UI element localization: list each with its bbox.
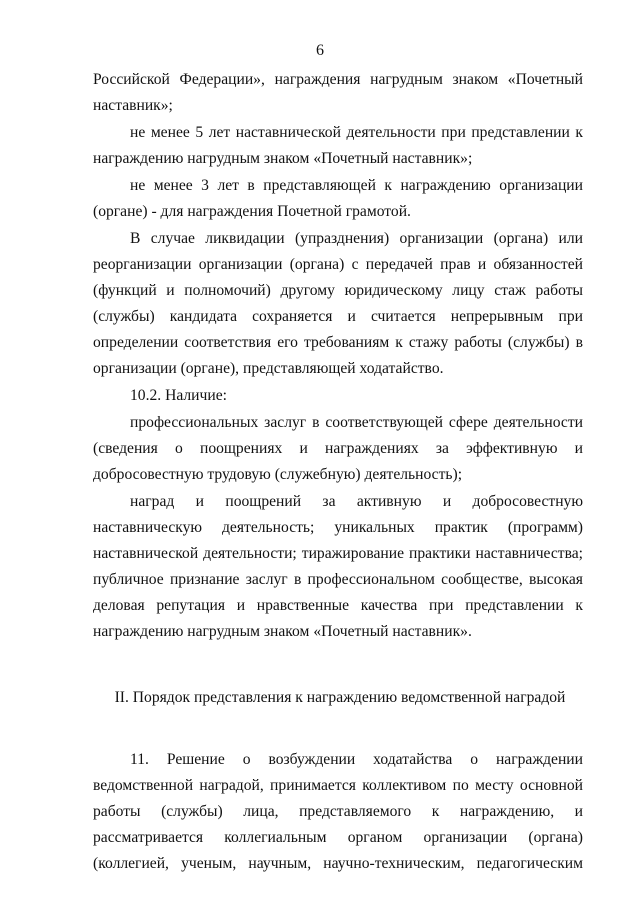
paragraph-11: 11. Решение о возбуждении ходатайства о награждении ведомственной наградой, принимается коллективом по месту основной работы (службы) лица, представляемого к награждению, и рассматривается коллегиальным органом организации (органа) (коллегией, ученым, научным, научно-техническим, педагогическим xyxy=(93,751,583,872)
paragraph-professional-merits: профессиональных заслуг в соответствующей сфере деятельности (сведения о поощрениях и награждениях за эффективную и добросовестную трудовую (служебную) деятельность); xyxy=(93,414,583,483)
paragraph-continuation: Российской Федерации», награждения нагрудным знаком «Почетный наставник»; xyxy=(93,71,583,114)
section-heading: II. Порядок представления к награждению ведомственной наградой xyxy=(114,689,566,706)
paragraph-10-2-heading: 10.2. Наличие: xyxy=(130,387,227,404)
paragraph-requirement-5-years: не менее 5 лет наставнической деятельности при представлении к награждению нагрудным знаком «Почетный наставник»; xyxy=(93,124,583,167)
page-number: 6 xyxy=(316,42,324,59)
paragraph-liquidation: В случае ликвидации (упразднения) организации (органа) или реорганизации организации (органа) с передачей прав и обязанностей (функций и полномочий) другому юридическому лицу стаж работы (службы) кандидата сохраняется и считается непрерывным при определении соответствия его требованиям к стажу работы (службы) в организации (органе), представляющей ходатайство. xyxy=(93,230,583,377)
paragraph-awards: наград и поощрений за активную и добросовестную наставническую деятельность; уникальных практик (программ) наставнической деятельности; тиражирование практики наставничества; публичное признание заслуг в профессиональном сообществе, высокая деловая репутация и нравственные качества при представлении к награждению нагрудным знаком «Почетный наставник». xyxy=(93,493,583,640)
paragraph-requirement-3-years: не менее 3 лет в представляющей к награждению организации (органе) - для награждения Почетной грамотой. xyxy=(93,177,583,220)
document-body xyxy=(93,67,583,877)
